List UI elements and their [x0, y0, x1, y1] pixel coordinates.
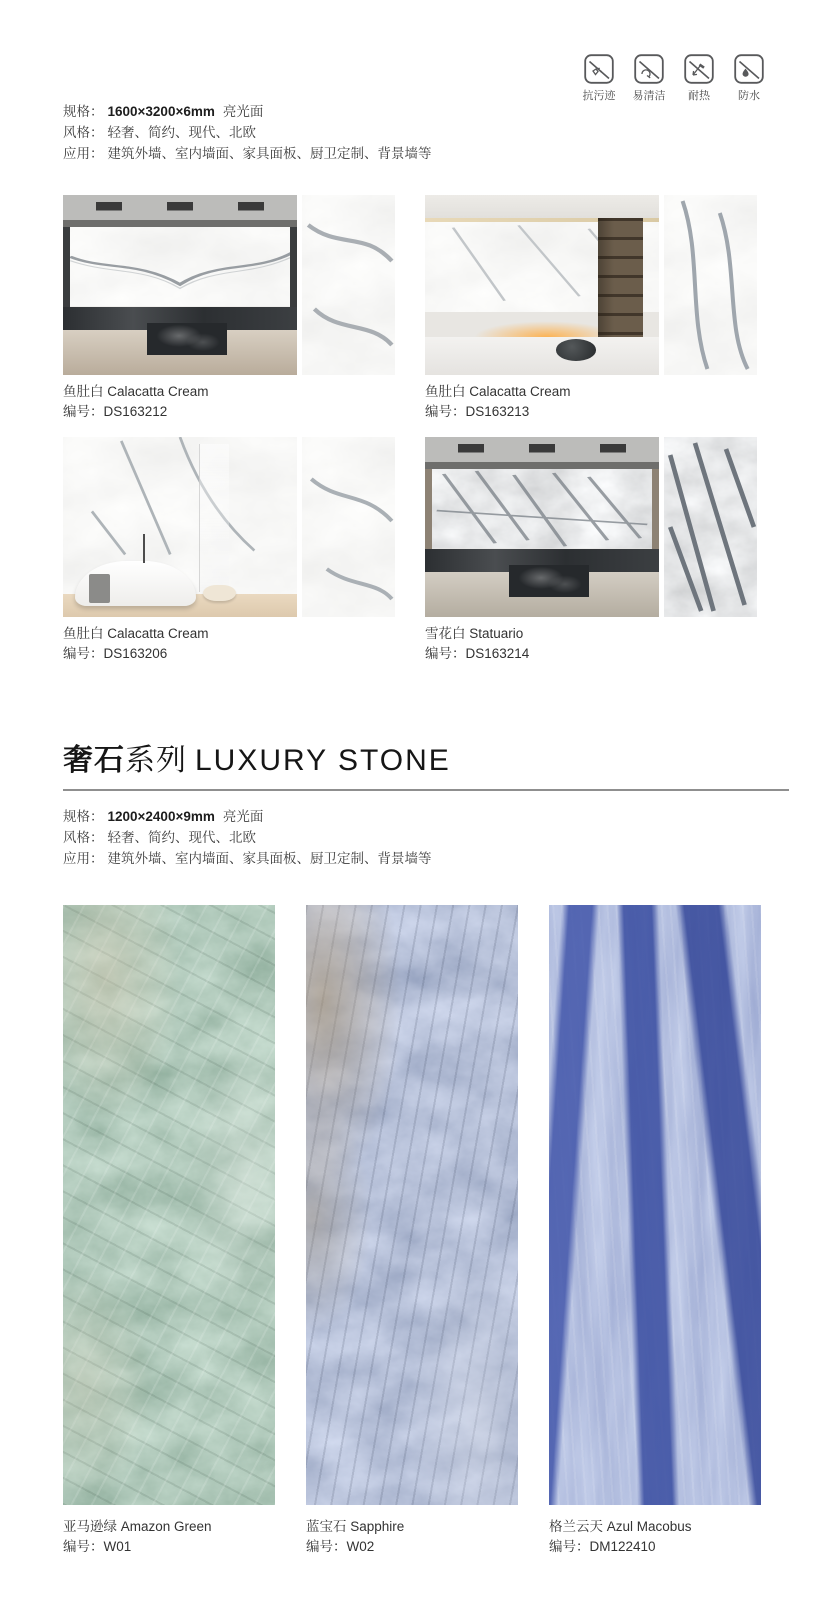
product-code: DM122410 [589, 1539, 656, 1554]
spec-size-label: 规格： [63, 809, 104, 824]
scene-beam [63, 220, 297, 227]
spec-application [63, 143, 432, 164]
spec-size-label: 规格： [63, 104, 104, 119]
stone-swatch [664, 195, 757, 375]
easy-clean-icon [634, 54, 664, 84]
scene-beam [425, 462, 659, 469]
product-name-cn: 鱼肚白 [63, 626, 104, 641]
product-code-label: 编号： [549, 1539, 590, 1554]
room-scene-lobby [425, 437, 659, 617]
slab-image-sapphire [306, 905, 518, 1505]
product-code-label: 编号： [63, 1539, 104, 1554]
product-name-cn: 亚马逊绿 [63, 1519, 117, 1534]
feature-label: 抗污迹 [582, 90, 616, 102]
product-card [425, 195, 757, 422]
product-card [63, 437, 395, 664]
stone-slab [63, 905, 275, 1557]
product-code-label: 编号： [425, 404, 466, 419]
spec-application-label: 应用： [63, 851, 104, 866]
section-title-en: LUXURY STONE [195, 744, 451, 777]
product-card [63, 195, 395, 422]
spec-style-label: 风格： [63, 125, 104, 140]
product-name-cn: 格兰云天 [549, 1519, 603, 1534]
series1-specs [63, 101, 432, 164]
section-title-cn: 系列 [125, 744, 187, 777]
scene-table [425, 337, 659, 375]
product-name-en: Statuario [469, 626, 524, 641]
feature-anti-stain [580, 54, 618, 103]
anti-stain-icon [584, 54, 614, 84]
spec-size-value: 1600×3200×6mm [107, 104, 215, 119]
feature-label: 防水 [738, 90, 760, 102]
slab-caption [306, 1517, 518, 1557]
product-photo [63, 437, 395, 617]
spec-size-value: 1200×2400×9mm [107, 809, 215, 824]
product-name-cn: 蓝宝石 [306, 1519, 347, 1534]
scene-reception-desk [509, 565, 589, 597]
scene-marble-wall [63, 227, 297, 306]
scene-ceiling [425, 437, 659, 462]
spec-style-label: 风格： [63, 830, 104, 845]
product-name-cn: 雪花白 [425, 626, 466, 641]
spec-application-value: 建筑外墙、室内墙面、家具面板、厨卫定制、背景墙等 [107, 851, 432, 866]
product-code-label: 编号： [63, 404, 104, 419]
product-code: DS163206 [103, 646, 168, 661]
stone-swatch [302, 195, 395, 375]
product-card [425, 437, 757, 664]
product-code: DS163214 [465, 646, 530, 661]
spec-style [63, 827, 432, 848]
spec-application-value: 建筑外墙、室内墙面、家具面板、厨卫定制、背景墙等 [107, 146, 432, 161]
scene-marble-wall [425, 469, 659, 548]
product-caption [425, 624, 757, 664]
product-code-label: 编号： [425, 646, 466, 661]
spec-style-value: 轻奢、简约、现代、北欧 [107, 830, 256, 845]
product-photo [425, 437, 757, 617]
product-caption [63, 624, 395, 664]
product-name-en: Azul Macobus [606, 1519, 692, 1534]
feature-waterproof [730, 54, 768, 103]
product-code: DS163212 [103, 404, 168, 419]
slab-caption [63, 1517, 275, 1557]
product-photo [425, 195, 757, 375]
room-scene-living [425, 195, 659, 375]
feature-label: 耐热 [688, 90, 710, 102]
product-name-en: Calacatta Cream [107, 626, 209, 641]
stone-slab [306, 905, 518, 1557]
product-code: DS163213 [465, 404, 530, 419]
product-card-grid [63, 195, 757, 664]
stone-swatch [302, 437, 395, 617]
scene-reception-desk [147, 323, 227, 355]
scene-ceiling [425, 195, 659, 218]
section-divider [63, 789, 789, 791]
product-photo [63, 195, 395, 375]
spec-application [63, 848, 432, 869]
product-caption [425, 382, 757, 422]
product-name-cn: 鱼肚白 [425, 384, 466, 399]
waterproof-icon [734, 54, 764, 84]
scene-glass-panel [199, 444, 229, 592]
heat-resistant-icon [684, 54, 714, 84]
feature-easy-clean [630, 54, 668, 103]
spec-application-label: 应用： [63, 146, 104, 161]
product-code-label: 编号： [63, 646, 104, 661]
scene-shelving [598, 218, 642, 337]
stone-slab [549, 905, 761, 1557]
spec-size-finish: 亮光面 [222, 809, 264, 824]
feature-heat-resistant [680, 54, 718, 103]
product-caption [63, 382, 395, 422]
product-name-en: Sapphire [350, 1519, 405, 1534]
stone-swatch [664, 437, 757, 617]
section-title-cn-bold: 奢石 [63, 744, 125, 777]
scene-faucet [143, 534, 145, 563]
product-code: W01 [103, 1539, 132, 1554]
spec-style-value: 轻奢、简约、现代、北欧 [107, 125, 256, 140]
slab-image-azul-macobus [549, 905, 761, 1505]
scene-ceiling [63, 195, 297, 220]
slab-caption [549, 1517, 761, 1557]
product-name-en: Calacatta Cream [107, 384, 209, 399]
product-name-en: Amazon Green [120, 1519, 212, 1534]
room-scene-bathroom [63, 437, 297, 617]
scene-stool [203, 585, 236, 601]
feature-label: 易清洁 [632, 90, 666, 102]
product-name-cn: 鱼肚白 [63, 384, 104, 399]
scene-towel [89, 574, 110, 603]
slab-row [63, 905, 761, 1557]
feature-icon-row [580, 54, 768, 103]
spec-size-finish: 亮光面 [222, 104, 264, 119]
room-scene-lobby [63, 195, 297, 375]
product-code: W02 [346, 1539, 375, 1554]
series2-specs [63, 806, 432, 869]
scene-bowl [556, 339, 596, 361]
product-name-en: Calacatta Cream [469, 384, 571, 399]
spec-size [63, 101, 432, 122]
section-title [63, 735, 451, 779]
product-code-label: 编号： [306, 1539, 347, 1554]
slab-image-amazon-green [63, 905, 275, 1505]
spec-size [63, 806, 432, 827]
spec-style [63, 122, 432, 143]
